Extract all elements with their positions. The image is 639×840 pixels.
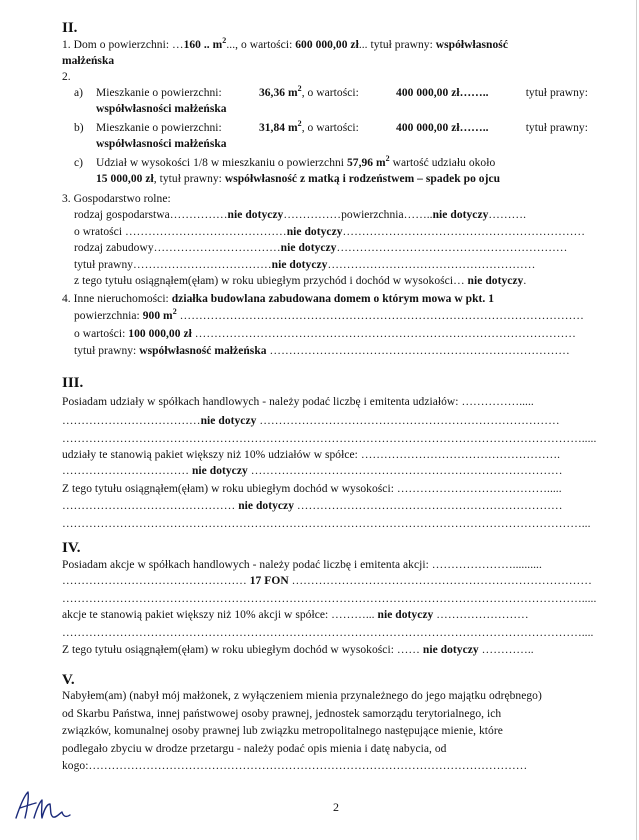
shares-10pct-line: udziały te stanowią pakiet większy niż 10% udziałów w spółce: ……………………………………………. xyxy=(62,449,561,461)
stocks-income-line: Z tego tytułu osiągnąłem(ęłam) w roku ubiegłym dochód w wysokości: …… nie dotyczy ………….. xyxy=(62,644,534,656)
item2-label: 2. xyxy=(62,71,71,83)
dotted-line: ………………………………………………………………………………………………………………………... xyxy=(62,518,591,530)
farm-value-line: o wratości ……………………………………nie dotyczy……………………………………………………… xyxy=(74,226,586,238)
shares-income-answer: ……………………………………… nie dotyczy …………………………………………………………… xyxy=(62,500,563,512)
other-property-line: 4. Inne nieruchomości: działka budowlana zabudowana domem o którym mowa w pkt. 1 xyxy=(62,293,495,305)
item-b-mark: b) xyxy=(74,122,84,134)
farm-title-line: tytuł prawny………………………………nie dotyczy……………………………………………… xyxy=(74,259,536,271)
apartment-b-title: współwłasności małżeńska xyxy=(96,138,227,150)
other-title-line: tytuł prawny: współwłasność małżeńska …………………………………………………………………… xyxy=(74,345,570,357)
farm-buildings-line: rodzaj zabudowy……………………………nie dotyczy…………………………………………………… xyxy=(74,242,568,254)
shares-10pct-answer: …………………………… nie dotyczy ……………………………………………………………………… xyxy=(62,465,563,477)
house-title-cont: małżeńska xyxy=(62,55,115,67)
apartment-a-title: współwłasności małżeńska xyxy=(96,103,227,115)
signature-initials xyxy=(10,788,80,824)
page-number: 2 xyxy=(333,800,339,814)
section-v-heading: V. xyxy=(62,672,75,688)
house-line: 1. Dom o powierzchni: …160 .. $m^2$..., o wartości: 600 000,00 zł... tytuł prawny: współwłasność xyxy=(62,36,508,51)
stocks-answer-line: ………………………………………… 17 FON …………………………………………………………………… xyxy=(62,575,592,587)
acquisition-para-line: podlegało zbyciu w drodze przetargu - należy podać opis mienia i datę nabycia, od xyxy=(62,743,447,755)
dotted-line: ………………………………………………………………………………………………………………………..... xyxy=(62,593,597,605)
stocks-10pct-line: akcje te stanowią pakiet większy niż 10% akcji w spółce: ………... nie dotyczy …………………… xyxy=(62,609,529,621)
acquisition-para-line: kogo:…………………………………………………………………………………………………… xyxy=(62,760,528,772)
share-line: Udział w wysokości 1/8 w mieszkaniu o powierzchni 57,96 $m^2$ wartość udziału około xyxy=(96,154,496,169)
shares-income-line: Z tego tytułu osiągnąłem(ęłam) w roku ubiegłym dochód w wysokości: …………………………………..... xyxy=(62,483,562,495)
page-edge xyxy=(636,0,637,840)
section-iii-heading: III. xyxy=(62,375,84,391)
farm-heading: 3. Gospodarstwo rolne: xyxy=(62,193,171,205)
section-ii-heading: II. xyxy=(62,20,78,36)
item-c-mark: c) xyxy=(74,157,84,169)
apartment-b-line: Mieszkanie o powierzchni: 31,84 $m^2$, o wartości: 400 000,00 zł…….. tytuł prawny: xyxy=(96,119,588,134)
other-value-line: o wartości: 100 000,00 zł ……………………………………………………………………………………… xyxy=(74,328,576,340)
acquisition-para-line: od Skarbu Państwa, innej państwowej osoby prawnej, jednostek samorządu terytorialnego, ich xyxy=(62,708,502,720)
dotted-line: ………………………………………………………………………………………………………………………..... xyxy=(62,433,597,445)
share-title-line: 15 000,00 zł, tytuł prawny: współwłasność z matką i rodzeństwem – spadek po ojcu xyxy=(96,173,501,185)
apartment-a-line: Mieszkanie o powierzchni: 36,36 $m^2$, o wartości: 400 000,00 zł…….. tytuł prawny: xyxy=(96,84,588,99)
acquisition-para-line: Nabyłem(am) (nabył mój małżonek, z wyłączeniem mienia przynależnego do jego majątku odrębnego) xyxy=(62,690,542,702)
farm-type-line: rodzaj gospodarstwa……………nie dotyczy……………powierzchnia……..nie dotyczy………. xyxy=(74,209,526,221)
farm-income-line: z tego tytułu osiągnąłem(ęłam) w roku ubiegłym przychód i dochód w wysokości… nie dotyczy. xyxy=(74,275,527,287)
shares-line: Posiadam udziały w spółkach handlowych - należy podać liczbę i emitenta udziałów: ……………..... xyxy=(62,396,534,408)
acquisition-para-line: związków, komunalnej osoby prawnej lub związku metropolitalnego następujące mienie, które xyxy=(62,725,503,737)
dotted-line: ……………………………………………………………………………………………………………………….... xyxy=(62,627,594,639)
stocks-line: Posiadam akcje w spółkach handlowych - należy podać liczbę i emitenta akcji: ………………….......... xyxy=(62,559,542,571)
other-area-line: powierzchnia: 900 $m^2$ …………………………………………………………………………………………… xyxy=(74,307,584,322)
item-a-mark: a) xyxy=(74,87,84,99)
section-iv-heading: IV. xyxy=(62,540,81,556)
shares-answer-line: ………………………………nie dotyczy …………………………………………………………………… xyxy=(62,415,560,427)
